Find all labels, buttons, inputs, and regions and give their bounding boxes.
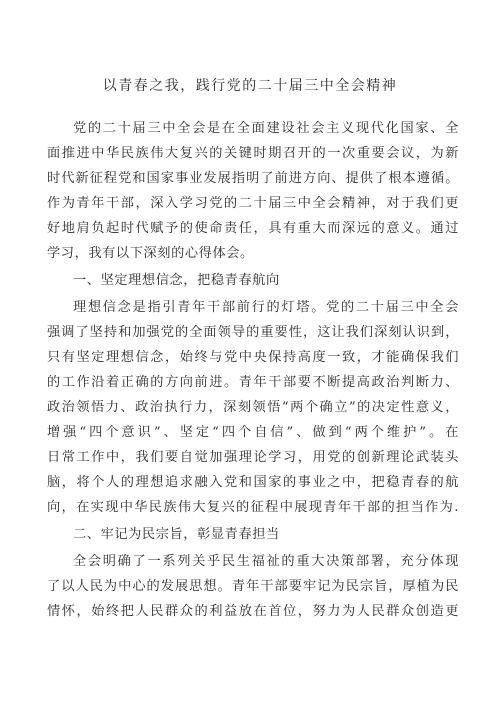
- paragraph-line: 全会明确了一系列关乎民生福祉的重大决策部署，充分体现: [73, 554, 459, 569]
- paragraph-line: 理想信念是指引青年干部前行的灯塔。党的二十届三中全会: [73, 300, 459, 315]
- section-heading: 一、坚定理想信念，把稳青春航向: [73, 273, 280, 288]
- paragraph-line: 只有坚定理想信念，始终与党中央保持高度一致，才能确保我们: [47, 350, 459, 365]
- paragraph-line: 向，在实现中华民族伟大复兴的征程中展现青年干部的担当作为.: [47, 500, 459, 515]
- paragraph-line: 情怀，始终把人民群众的利益放在首位，努力为人民群众创造更: [47, 604, 459, 619]
- paragraph-line: 面推进中华民族伟大复兴的关键时期召开的一次重要会议，为新: [47, 146, 459, 161]
- paragraph-line: 脑，将个人的理想追求融入党和国家的事业之中，把稳青春的航: [47, 475, 459, 490]
- paragraph-line: 了以人民为中心的发展思想。青年干部要牢记为民宗旨，厚植为民: [47, 579, 459, 594]
- paragraph-line: 时代新征程党和国家事业发展指明了前进方向、提供了根本遵循。: [47, 171, 459, 186]
- paragraph-line: 增强“四个意识”、坚定“四个自信”、做到“两个维护”。在: [47, 425, 459, 440]
- paragraph-line: 好地肩负起时代赋予的使命责任，具有重大而深远的意义。通过: [47, 221, 459, 236]
- section-heading: 二、牢记为民宗旨，彰显青春担当: [73, 527, 280, 542]
- paragraph-line: 党的二十届三中全会是在全面建设社会主义现代化国家、全: [73, 121, 459, 136]
- paragraph-line: 作为青年干部，深入学习党的二十届三中全会精神，对于我们更: [47, 196, 459, 211]
- paragraph-line: 学习，我有以下深刻的心得体会。: [47, 246, 254, 261]
- paragraph-line: 的工作沿着正确的方向前进。青年干部要不断提高政治判断力、: [47, 375, 459, 390]
- paragraph-line: 政治领悟力、政治执行力，深刻领悟“两个确立”的决定性意义，: [47, 400, 459, 415]
- paragraph-line: 日常工作中，我们要自觉加强理论学习，用党的创新理论武装头: [47, 450, 459, 465]
- paragraph-line: 强调了坚持和加强党的全面领导的重要性，这让我们深刻认识到，: [47, 325, 459, 340]
- document-title: 以青春之我，践行党的二十届三中全会精神: [102, 78, 398, 94]
